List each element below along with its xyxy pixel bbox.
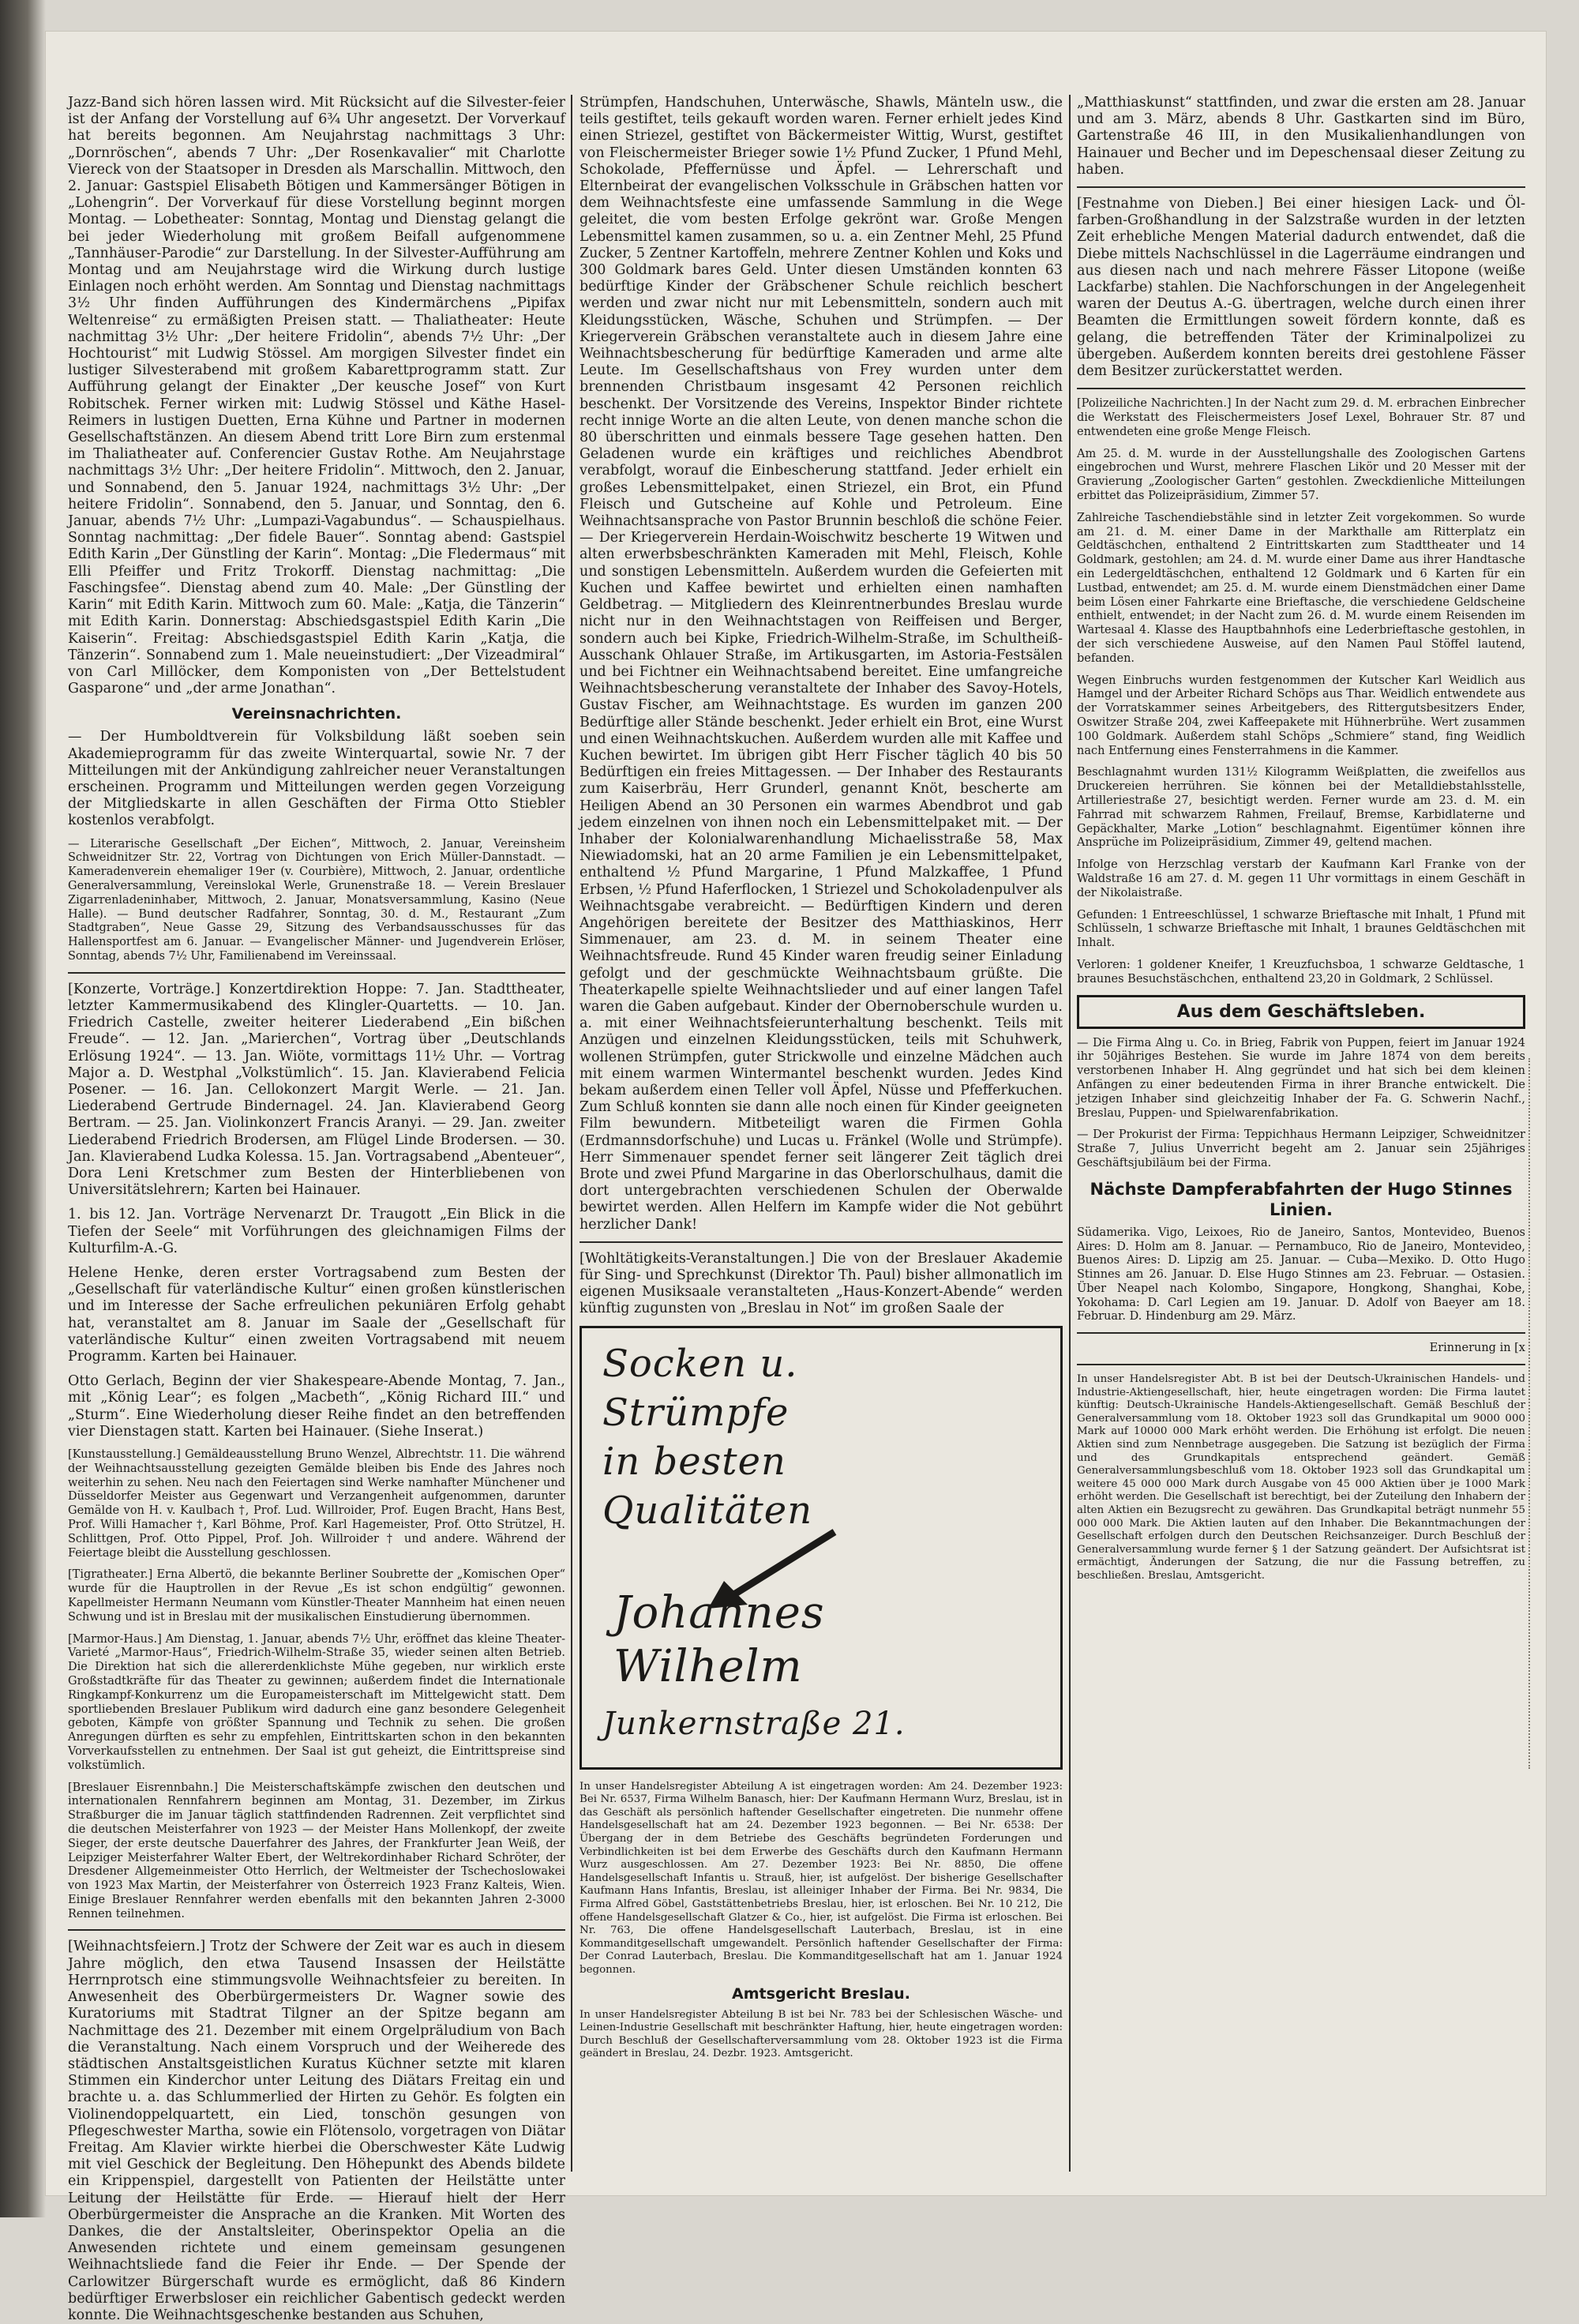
divider xyxy=(68,972,565,974)
corner-note: Erinnerung in [x xyxy=(1429,1342,1525,1355)
arrest-thieves: [Festnahme von Dieben.] Bei einer hiesigen Lack- und Öl-farben-Großhandlung in der Salzstraße wurden in der letzten Zeit erhebliche Mengen Material dadurch entwendet, daß die Diebe mittels Nachschlüssel in die Lagerräume eindrangen und aus diesen nach und nach mehrere Fässer Litopone (weiße Lackfarbe) stahlen. Die Nachforschungen in der Angelegenheit waren der Deutus A.-G. übertragen, welche durch einen ihrer Beamten die Ermittlungen soweit fördern konnte, daß es gelang, die betreffenden Täter der Kriminalpolizei zu übergeben. Außerdem konnten bereits drei gestohlene Fässer dem Besitzer zurückerstattet werden. xyxy=(1077,196,1525,380)
charity-events: [Wohltätigkeits-Veranstaltungen.] Die von der Breslauer Akademie für Sing- und Sprechkunst (Direktor Th. Paul) bisher allmonatlich im eigenen Musiksaale veranstalteten „Haus-Konzert-Abende“ werden künftig zugunsten von „Breslau in Not“ im großen Saale der xyxy=(579,1250,1063,1317)
race-item: [Breslauer Eisrennbahn.] Die Meisterschaftskämpfe zwischen den deutschen und internationalen Rennfahrern beginnen am Montag, 31. Dezember, im Zirkus Straßburger die im Januar täglich stattfindenden Radrennen. Zeit verpflichtet sind die deutschen Meisterfahrer von 1923 — der Meister Hans Mollenkopf, der zweite Sieger, der erste deutsche Dauerfahrer des Jahres, der Frankfurter Jean Weiß, der Leipziger Meisterfahrer Walter Ebert, der Weltrekordinhaber Richard Schröter, der Dresdener Allgemeinmeister Otto Herrlich, der Weltmeister der Tschechoslowakei von 1923 Max Martin, der Meisterfahrer von Österreich 1923 Franz Kalteis, Wien. Einige Breslauer Rennfahrer werden ebenfalls mit den bekannten Jahren 2-3000 Rennen teilnehmen. xyxy=(68,1781,565,1920)
article-paragraph: 1. bis 12. Jan. Vorträge Nervenarzt Dr. Traugott „Ein Blick in die Tiefen der Seele“ mit Vorführungen des gleichnamigen Films der Kulturfilm-A.-G. xyxy=(68,1207,565,1256)
concerts-lectures: [Konzerte, Vorträge.] Konzertdirektion Hoppe: 7. Jan. Stadttheater, letzter Kammermusikabend des Klingler-Quartetts. — 10. Jan. Friedrich Castelle, zweiter heiterer Liederabend „Ein bißchen Freude“. — 12. Jan. „Marierchen“, Vortrag über „Deutschlands Erlösung 1924“. — 13. Jan. Wiöte, vormittags 11½ Uhr. — Vortrag Major a. D. Westphal „Volkstümlich“. 15. Jan. Klavierabend Felicia Posener. — 16. Jan. Cellokonzert Margit Werle. — 21. Jan. Liederabend Gertrude Bindernagel. 24. Jan. Klavierabend Georg Bertram. — 25. Jan. Violinkonzert Francis Aranyi. — 29. Jan. zweiter Liederabend Friedrich Brodersen, am Flügel Linde Brodersen. — 30. Jan. Klavierabend Ludka Kolessa. 15. Jan. Vortragsabend „Abenteuer“, Dora Leni Kretschmer zum Besten der Hinterbliebenen von Universitätslehrern; Karten bei Hainauer. xyxy=(68,981,565,1199)
police-news: Beschlagnahmt wurden 131½ Kilogramm Weißplatten, die zweifellos aus Druckereien herrühren. Sie können bei der Metalldiebstahlsstelle, Artilleriestraße 27, besichtigt werden. Ferner wurde am 23. d. M. ein Fahrrad mit schwarzem Rahmen, Freilauf, Bremse, Karbidlaterne und Gepäckhalter, Marke „Lotion“ beschlagnahmt. Eigentümer können ihre Ansprüche im Polizeipräsidium, Zimmer 49, geltend machen. xyxy=(1077,766,1525,850)
divider xyxy=(579,1241,1063,1243)
ad-handwritten-line: Qualitäten xyxy=(602,1488,813,1533)
scan-binding-edge xyxy=(0,0,46,2217)
section-heading-geschaeftsleben: Aus dem Geschäftsleben. xyxy=(1077,995,1525,1029)
divider xyxy=(1077,1332,1525,1334)
column-left xyxy=(68,95,565,2323)
marmor-haus-item: [Marmor-Haus.] Am Dienstag, 1. Januar, abends 7½ Uhr, eröffnet das kleine Theater-Varieté „Marmor-Haus“, Friedrich-Wilhelm-Straße 35, wieder seinen alten Betrieb. Die Direktion hat sich die allererdenklichste Mühe gegeben, nur wirklich erste Großstadtkräfte für das Theater zu gewinnen; außerdem findet die Internationale Ringkampf-Konkurrenz um die Europameisterschaft im Mittelgewicht statt. Dem sportliebenden Breslauer Publikum wird dadurch eine ganz besondere Gelegenheit geboten, Kämpfe von größter Spannung und Technik zu sehen. Die großen Anregungen dürften es sehr zu empfehlen, Eintrittskarten schon in den bekannten Vorverkaufsstellen zu entnehmen. Der Saal ist gut geheizt, die Eintrittspreise sind volkstümlich. xyxy=(68,1632,565,1772)
ad-handwritten-line: Strümpfe xyxy=(602,1390,790,1435)
ad-handwritten-line: Socken u. xyxy=(602,1341,798,1386)
commercial-register-notice: In unser Handelsregister Abt. B ist bei der Deutsch-Ukrainischen Handels- und Industrie-Aktiengesellschaft, hier, heute eingetragen worden: Die Firma lautet künftig: Deutsch-Ukrainische Handels-Aktiengesellschaft. Gemäß Beschluß der Generalversammlung vom 18. Oktober 1923 soll das Grundkapital um 9000 000 Mark auf 10000 000 Mark erhöht werden. Die Erhöhung ist erfolgt. Die neuen Aktien sind zum Nennbetrage ausgegeben. Die Satzung ist bezüglich der Firma und des Grundkapitals entsprechend geändert. Gemäß Generalversammlungsbeschluß vom 18. Oktober 1923 soll das Grundkapital um weitere 45 000 000 Mark durch Ausgabe von 45 000 Aktien über je 1000 Mark erhöht werden. Die Gesellschaft ist berechtigt, bei der Zuteilung den Inhabern der alten Aktien ein Bezugsrecht zu gewähren. Das Grundkapital beträgt nunmehr 55 000 000 Mark. Die Aktien lauten auf den Inhaber. Die Bekanntmachungen der Gesellschaft erfolgen durch den Deutschen Reichsanzeiger. Durch Beschluß der Generalversammlung wurde ferner § 1 der Satzung geändert. Der Aufsichtsrat ist ermächtigt, Änderungen der Satzung, die nur die Fassung betreffen, zu beschließen. Breslau, Amtsgericht. xyxy=(1077,1373,1525,1582)
column-middle xyxy=(579,95,1063,2172)
divider xyxy=(1077,186,1525,188)
commercial-register-a: In unser Handelsregister Abteilung A ist eingetragen worden: Am 24. Dezember 1923: Bei Nr. 6537, Firma Wilhelm Banasch, hier: Der Kaufmann Hermann Wurz, Breslau, ist in das Geschäft als persönlich haftender Gesellschafter eingetreten. Die nunmehr offene Handelsgesellschaft hat am 24. Dezember 1923 begonnen. — Bei Nr. 6538: Der Übergang der in dem Betriebe des Geschäfts begründeten Forderungen und Verbindlichkeiten ist bei dem Erwerbe des Geschäfts durch den Kaufmann Hermann Wurz ausgeschlossen. Am 27. Dezember 1923: Bei Nr. 8850, Die offene Handelsgesellschaft Infantis u. Strauß, hier, ist aufgelöst. Der bisherige Gesellschafter Kaufmann Hans Infantis, Breslau, ist alleiniger Inhaber der Firma. Bei Nr. 9834, Die Firma Alfred Göbel, Gaststättenbetriebs Breslau, hier, ist erloschen. Bei Nr. 10 212, Die offene Handelsgesellschaft Glatzer & Co., hier, ist aufgelöst. Die Firma ist erloschen. Bei Nr. 763, Die offene Handelsgesellschaft Lauterbach, Breslau, ist in eine Kommanditgesellschaft umgewandelt. Persönlich haftender Gesellschafter der Firma: Der Conrad Lauterbach, Breslau. Die Kommanditgesellschaft hat am 1. Januar 1924 begonnen. xyxy=(579,1780,1063,1976)
divider xyxy=(68,1929,565,1931)
ad-shop-name: Wilhelm xyxy=(613,1640,803,1692)
police-news: Wegen Einbruchs wurden festgenommen der Kutscher Karl Weidlich aus Hamgel und der Arbeiter Richard Schöps aus Thar. Weidlich entwendete aus der Vorratskammer seines Arbeitgebers, des Rittergutsbesitzers Ender, Oswitzer Straße 204, zwei Kaffeepakete mit Hühnerbrühe. Wert zusammen 100 Goldmark. Außerdem stahl Schöps „Schmiere“ stand, fing Weidlich nach Entfernung eines Fensterrahmens in die Kammer. xyxy=(1077,674,1525,757)
theater-notice: Jazz-Band sich hören lassen wird. Mit Rücksicht auf die Silvester-feier ist der Anfang der Vorstellung auf 6¾ Uhr angesetzt. Der Vorverkauf hat bereits begonnen. Am Neujahrstag nachmittags 3 Uhr: „Dornröschen“, abends 7 Uhr: „Der Rosenkavalier“ mit Charlotte Viereck von der Staatsoper in Dresden als Marschallin. Mittwoch, den 2. Januar: Gastspiel Elisabeth Bötigen und Kammersänger Bötigen in „Lohengrin“. Der Vorverkauf für diese Vorstellung beginnt morgen Montag. — Lobetheater: Sonntag, Montag und Dienstag gelangt die bei jeder Wiederholung mit großem Beifall aufgenommene „Tannhäuser-Parodie“ zur Darstellung. In der Silvester-Aufführung am Montag und am Neujahrstage wird die Wirkung durch lustige Einlagen noch erhöht werden. Am Sonntag und Dienstag nachmittags 3½ Uhr finden Aufführungen des Kindermärchens „Pipifax Weltenreise“ zu ermäßigten Preisen statt. — Thaliatheater: Heute nachmittag 3½ Uhr: „Der heitere Fridolin“, abends 7½ Uhr: „Der Hochtourist“ mit Ludwig Stössel. Am morgigen Silvester findet ein lustiger Silvesterabend mit großem Kabarettprogramm statt. Zur Aufführung gelangt der Einakter „Der keusche Josef“ von Kurt Robitschek. Ferner wirken mit: Ludwig Stössel und Käthe Hasel-Reimers in lustigen Duetten, Erna Kühne und Partner in modernen Gesellschaftstänzen. An diesem Abend tritt Lore Birn zum erstenmal im Thaliatheater auf. Conferencier Gustav Rothe. Am Neujahrstage nachmittags 3½ Uhr: „Der heitere Fridolin“. Mittwoch, den 2. Januar, und Sonnabend, den 5. Januar 1924, nachmittags 3½ Uhr: „Der heitere Fridolin“. Sonnabend, den 5. Januar, und Sonntag, den 6. Januar, abends 7½ Uhr: „Lumpazi-Vagabundus“. — Schauspielhaus. Sonntag nachmittag: „Der fidele Bauer“. Sonntag abend: Gastspiel Edith Karin „Der Günstling der Karin“. Montag: „Die Fledermaus“ mit Elli Pfeiffer und Fritz Trokorff. Dienstag nachmittag: „Die Faschingsfee“. Dienstag abend zum 40. Male: „Der Günstling der Karin“ mit Edith Karin. Mittwoch zum 60. Male: „Katja, die Tänzerin“ mit Edith Karin. Donnerstag: Abschiedsgastspiel Edith Karin „Die Kaiserin“. Freitag: Abschiedsgastspiel Edith Karin „Katja, die Tänzerin“. Sonnabend zum 1. Male neueinstudiert: „Der Vizeadmiral“ von Carl Millöcker, dem Komponisten von „Der Bettelstudent Gasparone“ und „der arme Jonathan“. xyxy=(68,95,565,697)
section-heading-dampfer: Nächste Dampferabfahrten der Hugo Stinnes Linien. xyxy=(1090,1179,1513,1219)
article-paragraph: Otto Gerlach, Beginn der vier Shakespeare-Abende Montag, 7. Jan., mit „König Lear“; es folgen „Macbeth“, „König Richard III.“ und „Sturm“. Eine Wiederholung dieser Reihe findet an den betreffenden vier Dienstagen statt. Karten bei Hainauer. (Siehe Inserat.) xyxy=(68,1373,565,1440)
charity-continued: „Matthiaskunst“ stattfinden, und zwar die ersten am 28. Januar und am 3. März, abends 8 Uhr. Gastkarten sind im Büro, Gartenstraße 46 III, in den Musikalienhandlungen von Hainauer und Becher und im Depeschensaal dieser Zeitung zu haben. xyxy=(1077,95,1525,178)
found-items: Gefunden: 1 Entreeschlüssel, 1 schwarze Brieftasche mit Inhalt, 1 Pfund mit Schlüsseln, 1 schwarze Brieftasche mit Inhalt, 1 braunes Geldtäschchen mit Inhalt. xyxy=(1077,908,1525,950)
christmas-celebrations-continued: Strümpfen, Handschuhen, Unterwäsche, Shawls, Mänteln usw., die teils gestiftet, teils gekauft worden waren. Ferner erhielt jedes Kind einen Striezel, gestiftet von Bäckermeister Wittig, Wurst, gestiftet von Fleischermeister Brieger sowie 1½ Pfund Zucker, 1 Pfund Mehl, Schokolade, Pfeffernüsse und Äpfel. — Lehrerschaft und Elternbeirat der evangelischen Volksschule in Gräbschen hatten vor dem Weihnachtsfeste eine umfassende Sammlung in die Wege geleitet, die vom besten Erfolge gekrönt war. Große Mengen Lebensmittel kamen zusammen, so u. a. ein Zentner Mehl, 25 Pfund Zucker, 5 Zentner Kartoffeln, mehrere Zentner Kohlen und Koks und 300 Goldmark bares Geld. Unter diesen Umständen konnten 63 bedürftige Kinder der Gräbschener Schule reichlich beschert werden und zwar nicht nur mit Lebensmitteln, sondern auch mit Kleidungsstücken, Wäsche, Schuhen und Strümpfen. — Der Kriegerverein Gräbschen veranstaltete auch in diesem Jahre eine Weihnachtsbescherung für bedürftige Kameraden und arme alte Leute. Im Gesellschaftshaus von Frey wurden unter dem brennenden Christbaum insgesamt 42 Personen reichlich beschenkt. Der Vorsitzende des Vereins, Inspektor Binder richtete recht innige Worte an die alten Leute, von denen manche schon die 80 überschritten und einmals bessere Tage gesehen hatten. Den Geladenen wurde ein kräftiges und reichliches Abendbrot verabfolgt, worauf die Einbescherung stattfand. Jeder erhielt ein großes Lebensmittelpaket, einen Striezel, ein Brot, ein Pfund Fleisch und Gutscheine auf Kohle und Petroleum. Eine Weihnachtsansprache von Pastor Brunnin beschloß die schöne Feier. — Der Kriegerverein Herdain-Woischwitz bescherte 19 Witwen und alten erwerbsbeschränkten Kameraden mit Mehl, Fleisch, Kohle und sonstigen Lebensmitteln. Außerdem wurden die Gefeierten mit Kuchen und Kaffee bewirtet und erhielten einen namhaften Geldbetrag. — Mitgliedern des Kleinrentnerbundes Breslau wurde nicht nur in den Weihnachtstagen von Reiffeisen und Berger, sondern auch bei Kipke, Friedrich-Wilhelm-Straße, im Schultheiß-Ausschank Ohlauer Straße, im Artikusgarten, im Astoria-Festsälen und bei Fichtner ein Weihnachtsabend bereitet. Eine umfangreiche Weihnachtsbescherung veranstaltete der Inhaber des Savoy-Hotels, Gustav Fischer, am Weihnachtstage. Es wurden im ganzen 200 Bedürftige aller Stände beschenkt. Jeder erhielt ein Brot, eine Wurst und einen Weihnachtskuchen. Außerdem wurden alle mit Kaffee und Kuchen bewirtet. Im übrigen gibt Herr Fischer täglich 40 bis 50 Bedürftigen ein freies Mittagessen. — Der Inhaber des Restaurants zum Kaiserbräu, Herr Grunderl, genannt Knöt, bescherte am Heiligen Abend an 30 Personen ein warmes Abendbrot und gab jedem einzelnen von ihnen noch ein Lebensmittelpaket mit. — Der Inhaber der Kolonialwarenhandlung Michaelisstraße 58, Max Niewiadomski, hat an 20 arme Familien je ein Lebensmittelpaket, enthaltend ½ Pfund Margarine, 1 Pfund Malzkaffee, 1 Pfund Erbsen, ½ Pfund Haferflocken, 1 Striezel und Schokoladenpulver als Weihnachtsgabe verabreicht. — Bedürftigen Kindern und deren Angehörigen bereitete der Besitzer des Matthiaskinos, Herr Simmenauer, am 23. d. M. in seinem Theater eine Weihnachtsfreude. Rund 45 Kinder waren freudig seiner Einladung gefolgt und der geschmückte Weihnachtsbaum grüßte. Die Theaterkapelle spielte Weihnachtslieder und auf einer langen Tafel waren die Gaben aufgebaut. Kinder der Obernoberschule wurden u. a. mit einer Weihnachtsfeierunterhaltung beschenkt. Teils mit Anzügen und einzelnen Kleidungsstücken, teils mit Schuhwerk, wollenen Strümpfen, guter Strickwolle und einzelne Mädchen auch mit einem warmen Wintermantel beschenkt wurden. Jedes Kind bekam außerdem einen Teller voll Äpfel, Nüsse und Pfefferkuchen. Zum Schluß konnten sie dann alle noch einen für Kinder geeigneten Film bewundern. Mitbeteiligt waren die Firmen Gohla (Erdmannsdorfschuhe) und Lucas u. Fränkel (Wolle und Strümpfe). Herr Simmenauer spendet ferner seit längerer Zeit täglich drei Brote und zwei Pfund Margarine in das Oberlorschulhaus, damit die dort untergebrachten verschiedenen Schulen der Oberwalde bewirtet werden. Allen Helfern im Kampfe wider die Not gebührt herzlicher Dank! xyxy=(579,95,1063,1233)
article-paragraph: Helene Henke, deren erster Vortragsabend zum Besten der „Gesellschaft für vaterländische Kultur“ einen großen künstlerischen und im Interesse der Sache erfreulichen pekuniären Erfolg gehabt hat, veranstaltet am 8. Januar im Saale der „Gesellschaft für vaterländische Kultur“ einen zweiten Vortragsabend mit neuem Programm. Karten bei Hainauer. xyxy=(68,1264,565,1365)
police-news: Zahlreiche Taschendiebstähle sind in letzter Zeit vorgekommen. So wurde am 21. d. M. einer Dame in der Markthalle am Ritterplatz ein Geldtäschchen, enthaltend 2 Eintrittskarten zum Stadttheater und 14 Goldmark, gestohlen; am 24. d. M. wurde einer Dame aus ihrer Handtasche ein Ledergeldtäschchen, enthaltend 12 Goldmark und 6 Karten für ein Lustbad, entwendet; am 25. d. M. wurde einem Dienstmädchen einer Dame beim Lösen einer Fahrkarte eine Brieftasche, die verschiedene Geldscheine enthielt, entwendet; in der Nacht zum 26. d. M. wurde einem Reisenden im Wartesaal 4. Klasse des Hauptbahnhofs eine Lederbrieftasche gestohlen, in der sich verschiedene Ausweise, auf den Namen Paul Stöffel lautend, befanden. xyxy=(1077,511,1525,665)
newspaper-page xyxy=(46,32,1546,2323)
divider xyxy=(1077,1364,1525,1365)
steamer-schedule: Südamerika. Vigo, Leixoes, Rio de Janeiro, Santos, Montevideo, Buenos Aires: D. Holm am 8. Januar. — Pernambuco, Rio de Janeiro, Montevideo, Buenos Aires: D. Lipzig am 25. Januar. — Cuba—Mexiko. D. Otto Hugo Stinnes am 26. Januar. D. Else Hugo Stinnes am 23. Februar. — Ostasien. Über Neapel nach Kolombo, Singapore, Hongkong, Shanghai, Kobe, Yokohama: D. Carl Legien am 19. Januar. D. Adolf von Baeyer am 18. Februar. D. Hindenburg am 29. März. xyxy=(1077,1226,1525,1323)
police-news: [Polizeiliche Nachrichten.] In der Nacht zum 29. d. M. erbrachen Einbrecher die Werkstatt des Fleischermeisters Josef Lexel, Bohrauer Str. 87 und entwendeten eine große Menge Fleisch. xyxy=(1077,397,1525,438)
police-news: Am 25. d. M. wurde in der Ausstellungshalle des Zoologischen Gartens eingebrochen und Wurst, mehrere Flaschen Likör und 20 Messer mit der Gravierung „Zoologischer Garten“ gestohlen. Zweckdienliche Mitteilungen erbittet das Polizeipräsidium, Zimmer 57. xyxy=(1077,447,1525,503)
advertisement-box xyxy=(579,1326,1063,1770)
commercial-register-b: In unser Handelsregister Abteilung B ist bei Nr. 783 bei der Schlesischen Wäsche- und Leinen-Industrie Gesellschaft mit beschränkter Haftung, hier, heute eingetragen worden: Durch Beschluß der Gesellschafterversammlung vom 28. Oktober 1923 ist die Firma geändert in Breslau, 24. Dezbr. 1923. Amtsgericht. xyxy=(579,2008,1063,2060)
theater-item: [Tigratheater.] Erna Albertö, die bekannte Berliner Soubrette der „Komischen Oper“ wurde für die Hauptrollen in der Revue „Es ist schon endgültig“ gewonnen. Kapellmeister Hermann Neumann vom Künstler-Theater Mannheim hat einen neuen Schwung und ist in Breslau mit der musikalischen Einstudierung übernommen. xyxy=(68,1568,565,1624)
court-signature: Amtsgericht Breslau. xyxy=(732,1984,910,2003)
police-news: Infolge von Herzschlag verstarb der Kaufmann Karl Franke von der Waldstraße 16 am 27. d. M. gegen 11 Uhr vormittags in einem Geschäft in der Nikolaistraße. xyxy=(1077,858,1525,899)
section-heading-vereinsnachrichten: Vereinsnachrichten. xyxy=(231,705,402,723)
article-paragraph: — Der Humboldtverein für Volksbildung läßt soeben sein Akademieprogramm für das zweite Winterquartal, sowie Nr. 7 der Mitteilungen mit der Ankündigung zahlreicher neuer Veranstaltungen erscheinen. Programm und Mitteilungen werden gegen Vorzeigung der Mitgliedskarte in allen Geschäften der Firma Otto Stiebler kostenlos verabfolgt. xyxy=(68,729,565,829)
lost-items: Verloren: 1 goldener Kneifer, 1 Kreuzfuchsboa, 1 schwarze Geldtasche, 1 braunes Besuchstäschchen, enthaltend 23,20 in Goldmark, 2 Schlüssel. xyxy=(1077,958,1525,986)
column-right xyxy=(1077,95,1525,2172)
art-exhibition: [Kunstausstellung.] Gemäldeausstellung Bruno Wenzel, Albrechtstr. 11. Die während der Weihnachtsausstellung gezeigten Gemälde bleiben bis Ende des Jahres noch weiterhin zu sehen. Neu nach den Feiertagen sind Werke namhafter Münchener und Düsseldorfer Meister aus Gegenwart und Verzangenheit aufgenommen, darunter Gemälde von H. v. Kaulbach †, Prof. Lud. Willroider, Prof. Eugen Bracht, Hans Best, Prof. Willi Hamacher †, Karl Böhme, Prof. Karl Hagemeister, Prof. Otto Strützel, H. Schlittgen, Prof. Otto Pippel, Prof. Joh. Willroider † und andere. Während der Feiertage bleibt die Ausstellung geschlossen. xyxy=(68,1447,565,1560)
column-rule xyxy=(1069,95,1071,2172)
column-rule xyxy=(571,95,572,2172)
ad-shop-name: Johannes xyxy=(613,1586,825,1639)
club-listings: — Literarische Gesellschaft „Der Eichen“, Mittwoch, 2. Januar, Vereinsheim Schweidnitzer Str. 22, Vortrag von Dichtungen von Erich Müller-Dannstadt. — Kameradenverein ehemaliger 19er (v. Courbière), Mittwoch, 2. Januar, ordentliche Generalversammlung, Vereinslokal Werle, Grunenstraße 18. — Verein Breslauer Zigarrenladeninhaber, Mittwoch, 2. Januar, Monatsversammlung, Kasino (Neue Halle). — Bund deutscher Radfahrer, Sonntag, 30. d. M., Restaurant „Zum Stadtgraben“, Neue Gasse 29, Sitzung des Verbandsausschusses für das Hallensportfest am 6. Januar. — Evangelischer Männer- und Jugendverein Erlöser, Sonntag, abends 7½ Uhr, Familienabend im Vereinssaal. xyxy=(68,837,565,963)
ad-handwritten-line: in besten xyxy=(602,1439,786,1484)
divider xyxy=(1077,388,1525,389)
business-news: — Der Prokurist der Firma: Teppichhaus Hermann Leipziger, Schweidnitzer Straße 7, Julius Unverricht begeht am 2. Januar sein 25jähriges Geschäftsjubiläum bei der Firma. xyxy=(1077,1128,1525,1170)
ad-address: Junkernstraße 21. xyxy=(602,1705,906,1742)
business-news: — Die Firma Alng u. Co. in Brieg, Fabrik von Puppen, feiert im Januar 1924 ihr 50jähriges Bestehen. Sie wurde im Jahre 1874 von dem bereits verstorbenen Inhaber H. Alng gegründet und hat sich bei dem kleinen Anfängen zu einer bedeutenden Firma in ihrer Branche entwickelt. Die jetzigen Inhaber sind gleichzeitig Inhaber der Fa. G. Schwerin Nachf., Breslau, Puppen- und Spielwarenfabrikation. xyxy=(1077,1036,1525,1120)
perforation-edge xyxy=(1528,1058,1540,1769)
christmas-celebrations: [Weihnachtsfeiern.] Trotz der Schwere der Zeit war es auch in diesem Jahre möglich, den etwa Tausend Insassen der Heilstätte Herrnprotsch eine stimmungsvolle Weihnachtsfeier zu bereiten. In Anwesenheit des Oberbürgermeisters Dr. Wagner sowie des Kuratoriums mit Stadtrat Tilgner an der Spitze begann am Nachmittage des 21. Dezember mit einem Orgelpräludium von Bach die Veranstaltung. Nach einem Vorspruch und der Weiherede des städtischen Anstaltsgeistlichen Kuratus Küchner setzte mit klaren Stimmen ein Kinderchor unter Leitung des Diätars Freitag ein und brachte u. a. das Schlummerlied der Hirten zu Gehör. Es folgten ein Violinendoppelquartett, ein Lied, tonschön gesungen von Pflegeschwester Martha, sowie ein Flötensolo, vorgetragen von Diätar Freitag. Am Klavier wirkte hierbei die Oberschwester Käte Ludwig mit viel Geschick der Begleitung. Den Höhepunkt des Abends bildete ein Krippenspiel, dargestellt von Patienten der Heilstätte unter Leitung der Heilstätte für Erde. — Hierauf hielt der Herr Oberbürgermeister die Ansprache an die Kranken. Mit Worten des Dankes, die der Anstaltsleiter, Oberinspektor Opelia an die Anwesenden richtete und einem gemeinsam gesungenen Weihnachtsliede fand die Feier ihr Ende. — Der Spende der Carlowitzer Bürgerschaft wurde es ermöglicht, daß 86 Kindern bedürftiger Erwerbsloser ein reichlicher Gabentisch gedeckt werden konnte. Die Weihnachtsgeschenke bestanden aus Schuhen, xyxy=(68,1939,565,2323)
